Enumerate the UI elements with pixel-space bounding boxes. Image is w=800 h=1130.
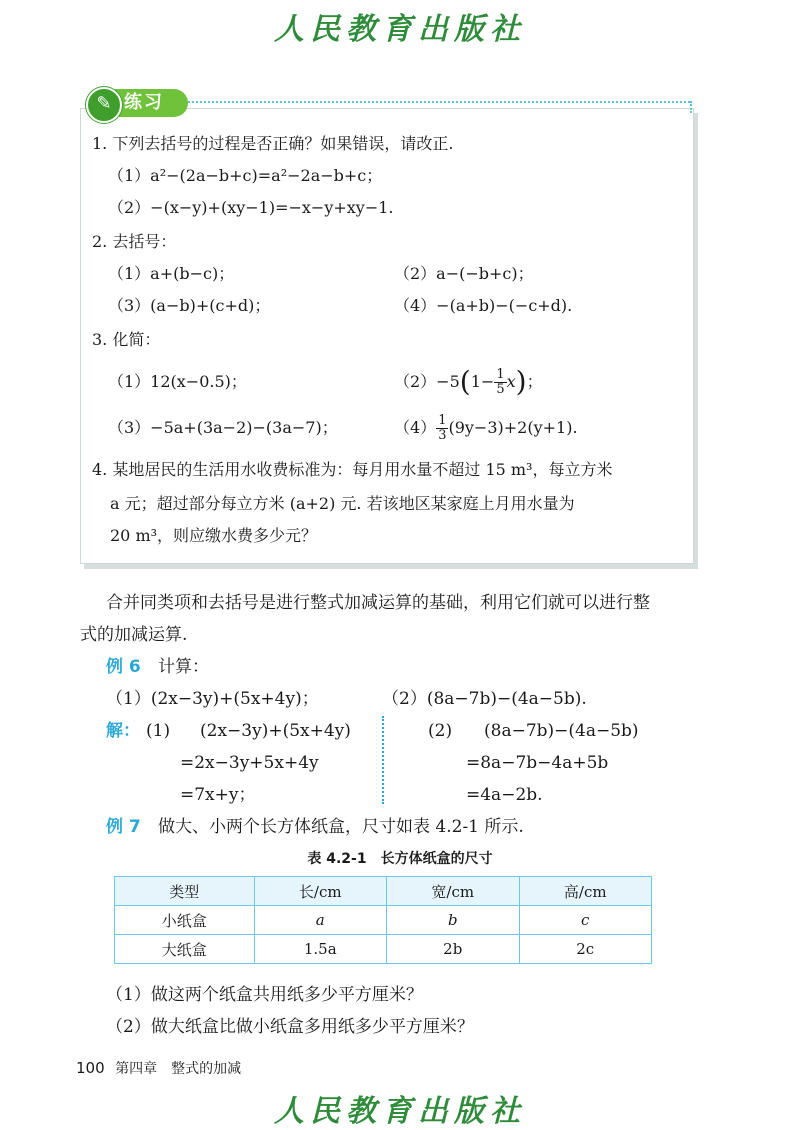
q3-item-2-frac-num: 1 bbox=[496, 366, 505, 382]
q3-item-4-fraction bbox=[436, 414, 448, 443]
table-header-cell: 高/cm bbox=[519, 877, 652, 906]
example-6-text: 计算： bbox=[158, 657, 209, 677]
box-dimensions-table bbox=[114, 876, 652, 964]
q3-item-1: （1）12(x−0.5)； bbox=[108, 372, 247, 391]
q4-line-1: 4. 某地居民的生活用水收费标准为：每月用水量不超过 15 m³，每立方米 bbox=[92, 460, 613, 479]
table-cell: 2b bbox=[387, 935, 519, 964]
table-cell: 2c bbox=[519, 935, 652, 964]
q3-item-2-fraction bbox=[494, 368, 506, 397]
intro-para-line-2: 式的加减运算. bbox=[80, 625, 188, 645]
q3-item-4 bbox=[394, 406, 578, 450]
example-7-label: 例 7 bbox=[106, 817, 141, 837]
chapter-title: 第四章 整式的加减 bbox=[115, 1061, 242, 1077]
table-cell: c bbox=[519, 906, 652, 935]
example-6-part-2: （2）(8a−7b)−(4a−5b). bbox=[382, 689, 587, 709]
q3-item-2-end: ； bbox=[526, 372, 543, 391]
pencil-icon: ✎ bbox=[96, 93, 112, 114]
solution-1-line-2: =2x−3y+5x+4y bbox=[180, 753, 319, 773]
solution-2-line-1: (8a−7b)−(4a−5b) bbox=[484, 721, 639, 741]
q4-line-2: a 元；超过部分每立方米 (a+2) 元. 若该地区某家庭上月用水量为 bbox=[110, 494, 575, 513]
q1-item-1: （1）a²−(2a−b+c)=a²−2a−b+c； bbox=[108, 166, 383, 185]
table-header-cell: 类型 bbox=[115, 877, 255, 906]
q3-item-2-prefix: （2）−5 bbox=[394, 372, 460, 391]
q4-line-3: 20 m³，则应缴水费多少元？ bbox=[110, 526, 318, 545]
solution-2-line-2: =8a−7b−4a+5b bbox=[466, 753, 609, 773]
solution-label: 解： bbox=[106, 721, 140, 741]
solution-divider bbox=[382, 716, 384, 804]
table-header-cell: 长/cm bbox=[254, 877, 386, 906]
q3-item-4-frac-num: 1 bbox=[438, 412, 447, 428]
q3-paren-open: ( bbox=[459, 365, 471, 398]
solution-2-line-3: =4a−2b. bbox=[466, 785, 543, 805]
example-7-text: 做大、小两个长方体纸盒，尺寸如表 4.2-1 所示. bbox=[158, 817, 524, 837]
table-header-cell: 宽/cm bbox=[387, 877, 519, 906]
solution-1-line-3: =7x+y； bbox=[180, 785, 256, 805]
page-number: 100 bbox=[76, 1059, 105, 1077]
solution-1-number: (1) bbox=[146, 721, 171, 741]
table-caption: 表 4.2-1 长方体纸盒的尺寸 bbox=[307, 851, 493, 867]
q2-item-3: （3）(a−b)+(c+d)； bbox=[108, 296, 271, 315]
table-cell: 大纸盒 bbox=[115, 935, 255, 964]
example-7-question-2: （2）做大纸盒比做小纸盒多用纸多少平方厘米？ bbox=[106, 1017, 474, 1037]
publisher-logo-bottom: 人民教育出版社 bbox=[274, 1094, 526, 1129]
q3-item-4-suffix: (9y−3)+2(y+1). bbox=[448, 418, 578, 437]
table-cell: a bbox=[254, 906, 386, 935]
q2-item-2: （2）a−(−b+c)； bbox=[394, 264, 534, 283]
table-row bbox=[115, 935, 652, 964]
q2-item-1: （1）a+(b−c)； bbox=[108, 264, 235, 283]
q2-stem: 2. 去括号： bbox=[92, 232, 177, 251]
example-7-question-1: （1）做这两个纸盒共用纸多少平方厘米？ bbox=[106, 985, 423, 1005]
q3-item-2-one: 1− bbox=[470, 372, 495, 391]
table-cell: b bbox=[387, 906, 519, 935]
q1-item-2: （2）−(x−y)+(xy−1)=−x−y+xy−1. bbox=[108, 198, 394, 217]
practice-dotted-rule bbox=[188, 101, 690, 103]
q3-stem: 3. 化简： bbox=[92, 330, 161, 349]
practice-badge-label: 练习 bbox=[124, 92, 164, 113]
intro-para-line-1: 合并同类项和去括号是进行整式加减运算的基础，利用它们就可以进行整 bbox=[106, 593, 650, 613]
solution-2-number: (2) bbox=[428, 721, 453, 741]
table-cell: 小纸盒 bbox=[115, 906, 255, 935]
table-header-row bbox=[115, 877, 652, 906]
q3-item-4-frac-den: 3 bbox=[438, 427, 447, 443]
q2-item-4: （4）−(a+b)−(−c+d). bbox=[394, 296, 573, 315]
table-row bbox=[115, 906, 652, 935]
practice-dotted-rule-end bbox=[690, 101, 692, 113]
page-footer bbox=[76, 1058, 241, 1078]
q3-item-4-prefix: （4） bbox=[394, 418, 437, 437]
q3-item-3: （3）−5a+(3a−2)−(3a−7)； bbox=[108, 418, 338, 437]
example-6-label: 例 6 bbox=[106, 657, 141, 677]
example-6-part-1: （1）(2x−3y)+(5x+4y)； bbox=[106, 689, 319, 709]
table-cell: 1.5a bbox=[254, 935, 386, 964]
q1-stem: 1. 下列去括号的过程是否正确？如果错误，请改正. bbox=[92, 134, 454, 153]
publisher-logo-top: 人民教育出版社 bbox=[274, 12, 526, 47]
q3-paren-close: ) bbox=[515, 365, 527, 398]
solution-1-line-1: (2x−3y)+(5x+4y) bbox=[200, 721, 351, 741]
q3-item-2-var: x bbox=[506, 372, 516, 391]
q3-item-2-frac-den: 5 bbox=[496, 381, 505, 397]
q3-item-2 bbox=[394, 360, 543, 404]
